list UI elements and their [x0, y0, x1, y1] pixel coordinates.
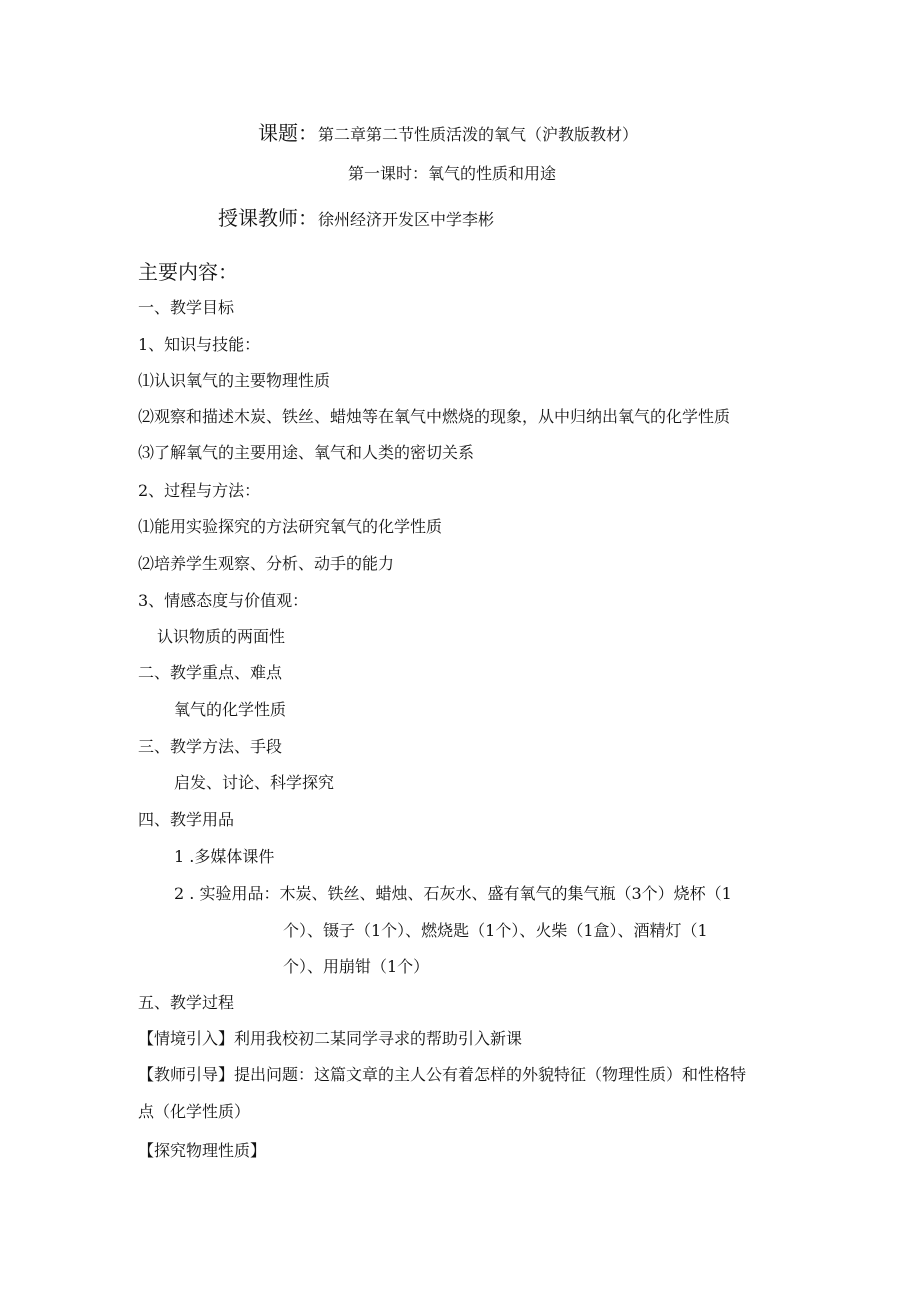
section-2-text: 氧气的化学性质: [174, 700, 287, 719]
supply-item-2-line-1: . 实验用品：木炭、铁丝、蜡烛、石灰水、盛有氧气的集气瓶（3个）烧杯（1: [189, 884, 732, 903]
section-3-heading: 三、教学方法、手段: [138, 737, 283, 756]
supply-item-2-line-2: 个）、镊子（1个）、燃烧匙（1个）、火柴（1盒）、酒精灯（1: [283, 921, 708, 940]
process-method-heading: 2、过程与方法：: [138, 481, 261, 500]
process-item-2: ⑵培养学生观察、分析、动手的能力: [138, 554, 395, 573]
section-2-heading: 二、教学重点、难点: [138, 663, 283, 682]
knowledge-skill-heading: 1、知识与技能：: [138, 335, 261, 354]
title-label: 课题：: [258, 121, 318, 145]
supply-item-2: [174, 883, 732, 905]
explore-physical-properties: 【探究物理性质】: [138, 1141, 267, 1160]
section-4-heading: 四、教学用品: [138, 810, 235, 829]
knowledge-item-3: ⑶了解氧气的主要用途、氧气和人类的密切关系: [138, 443, 475, 462]
section-5-heading: 五、教学过程: [138, 993, 235, 1012]
emotion-item: 认识物质的两面性: [157, 627, 286, 646]
teacher-row: [218, 205, 494, 233]
supply-item-1-text: .多媒体课件: [189, 847, 275, 866]
knowledge-item-1: ⑴认识氧气的主要物理性质: [138, 371, 331, 390]
process-item-1: ⑴能用实验探究的方法研究氧气的化学性质: [138, 517, 443, 536]
teacher-guide-line-1: 【教师引导】提出问题：这篇文章的主人公有着怎样的外貌特征（物理性质）和性格特: [138, 1065, 747, 1084]
supply-item-1-number: 1: [174, 847, 185, 866]
supply-item-1: [174, 846, 274, 868]
lesson-title-row: [258, 120, 638, 148]
main-content-heading: 主要内容：: [138, 260, 238, 284]
knowledge-item-2: ⑵观察和描述木炭、铁丝、蜡烛等在氧气中燃烧的现象，从中归纳出氧气的化学性质: [138, 407, 731, 426]
emotion-value-heading: 3、情感态度与价值观：: [138, 591, 309, 610]
teacher-label: 授课教师：: [218, 206, 318, 230]
teacher-text: 徐州经济开发区中学李彬: [318, 210, 495, 229]
title-text: 第二章第二节性质活泼的氧气（沪教版教材）: [318, 125, 639, 144]
supply-item-2-number: 2: [174, 884, 185, 903]
teacher-guide-line-2: 点（化学性质）: [138, 1102, 251, 1121]
scenario-intro: 【情境引入】利用我校初二某同学寻求的帮助引入新课: [138, 1029, 523, 1048]
lesson-period: 第一课时：氧气的性质和用途: [348, 164, 557, 183]
section-1-heading: 一、教学目标: [138, 298, 235, 317]
section-3-text: 启发、讨论、科学探究: [174, 773, 335, 792]
supply-item-2-line-3: 个）、用崩钳（1个）: [283, 957, 430, 976]
